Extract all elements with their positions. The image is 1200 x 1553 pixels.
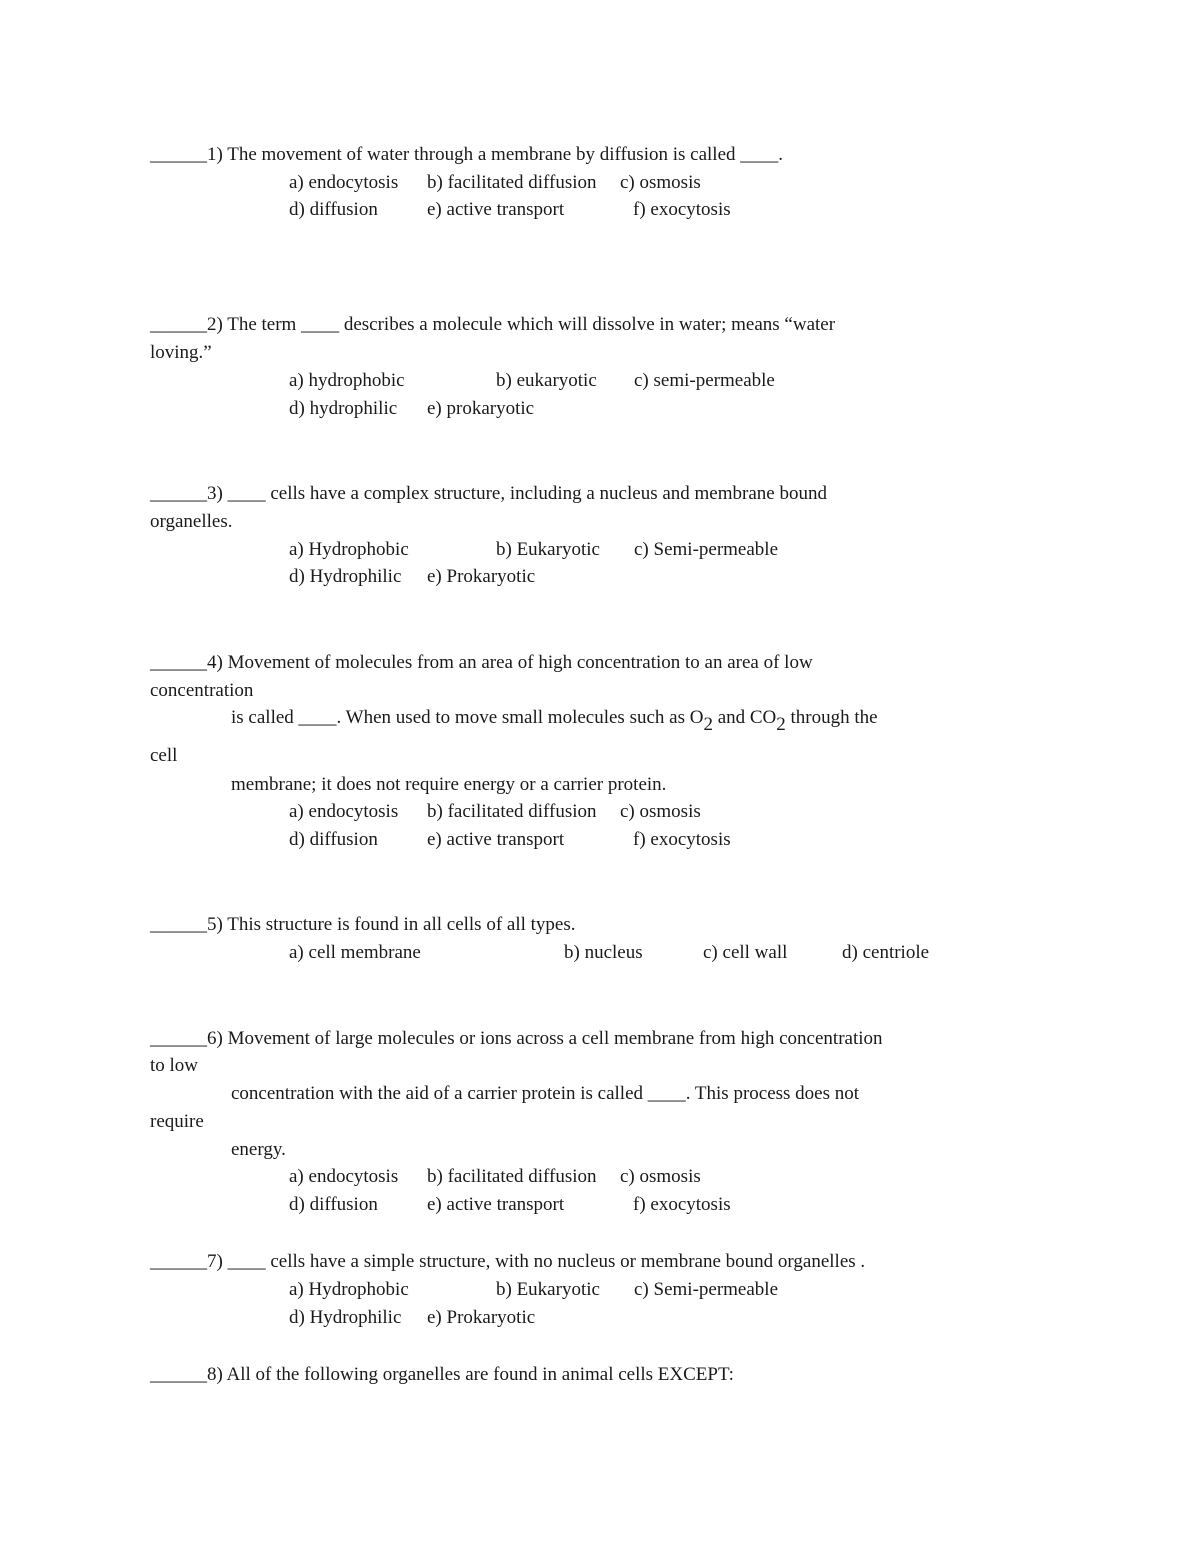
question-2-stem-line-1: ______2) The term ____ describes a molecule which will dissolve in water; means “water — [150, 314, 836, 335]
question-4-stem-line-1: ______4) Movement of molecules from an area of high concentration to an area of low — [150, 652, 813, 673]
option-f: f) exocytosis — [633, 829, 731, 850]
option-b: b) facilitated diffusion — [427, 1166, 597, 1187]
question-1-stem: ______1) The movement of water through a membrane by diffusion is called ____. — [150, 144, 784, 165]
option-e: e) Prokaryotic — [427, 1307, 536, 1328]
option-e: e) Prokaryotic — [427, 566, 536, 587]
option-d: d) Hydrophilic — [289, 1307, 402, 1328]
option-c: c) osmosis — [620, 172, 701, 193]
question-5-stem: ______5) This structure is found in all cells of all types. — [150, 914, 576, 935]
option-d: d) diffusion — [289, 1194, 378, 1215]
stem-text-part: and CO — [712, 707, 777, 728]
stem-text-part: is called ____. When used to move small molecules such as O — [231, 707, 704, 728]
option-a: a) endocytosis — [289, 1166, 399, 1187]
option-a: a) Hydrophobic — [289, 539, 409, 560]
option-b: b) facilitated diffusion — [427, 801, 597, 822]
option-b: b) eukaryotic — [496, 370, 597, 391]
question-7-stem: ______7) ____ cells have a simple structure, with no nucleus or membrane bound organelles . — [150, 1251, 866, 1272]
option-d: d) centriole — [842, 942, 930, 963]
question-4-stem-line-2: concentration — [150, 680, 254, 701]
option-f: f) exocytosis — [633, 1194, 731, 1215]
question-6-stem-line-1: ______6) Movement of large molecules or ions across a cell membrane from high concentration — [150, 1028, 883, 1049]
option-d: d) Hydrophilic — [289, 566, 402, 587]
question-2-stem-line-2: loving.” — [150, 342, 212, 363]
option-e: e) active transport — [427, 829, 565, 850]
question-6-stem-line-4: require — [150, 1111, 204, 1132]
question-4-stem-line-4: cell — [150, 745, 178, 766]
option-e: e) active transport — [427, 199, 565, 220]
option-d: d) diffusion — [289, 829, 378, 850]
option-c: c) semi-permeable — [634, 370, 775, 391]
option-b: b) Eukaryotic — [496, 539, 600, 560]
option-a: a) hydrophobic — [289, 370, 405, 391]
question-3-stem-line-1: ______3) ____ cells have a complex structure, including a nucleus and membrane bound — [150, 483, 827, 504]
option-a: a) endocytosis — [289, 801, 399, 822]
question-4-stem-line-5: membrane; it does not require energy or a carrier protein. — [231, 774, 667, 795]
option-f: f) exocytosis — [633, 199, 731, 220]
option-b: b) nucleus — [564, 942, 643, 963]
question-3-stem-line-2: organelles. — [150, 511, 233, 532]
option-c: c) osmosis — [620, 801, 701, 822]
question-8-stem: ______8) All of the following organelles are found in animal cells EXCEPT: — [150, 1364, 734, 1385]
option-c: c) Semi-permeable — [634, 1279, 779, 1300]
option-e: e) prokaryotic — [427, 398, 535, 419]
option-a: a) endocytosis — [289, 172, 399, 193]
option-d: d) hydrophilic — [289, 398, 398, 419]
subscript-2: 2 — [776, 714, 786, 735]
question-6-stem-line-5: energy. — [231, 1139, 286, 1160]
option-c: c) osmosis — [620, 1166, 701, 1187]
option-a: a) cell membrane — [289, 942, 421, 963]
option-c: c) Semi-permeable — [634, 539, 779, 560]
stem-text-part: through the — [785, 707, 878, 728]
option-e: e) active transport — [427, 1194, 565, 1215]
option-c: c) cell wall — [703, 942, 788, 963]
subscript-2: 2 — [703, 714, 713, 735]
option-b: b) facilitated diffusion — [427, 172, 597, 193]
question-4-stem-line-3 — [231, 707, 878, 735]
option-a: a) Hydrophobic — [289, 1279, 409, 1300]
option-d: d) diffusion — [289, 199, 378, 220]
question-6-stem-line-3: concentration with the aid of a carrier protein is called ____. This process does not — [231, 1083, 860, 1104]
question-6-stem-line-2: to low — [150, 1055, 199, 1076]
option-b: b) Eukaryotic — [496, 1279, 600, 1300]
